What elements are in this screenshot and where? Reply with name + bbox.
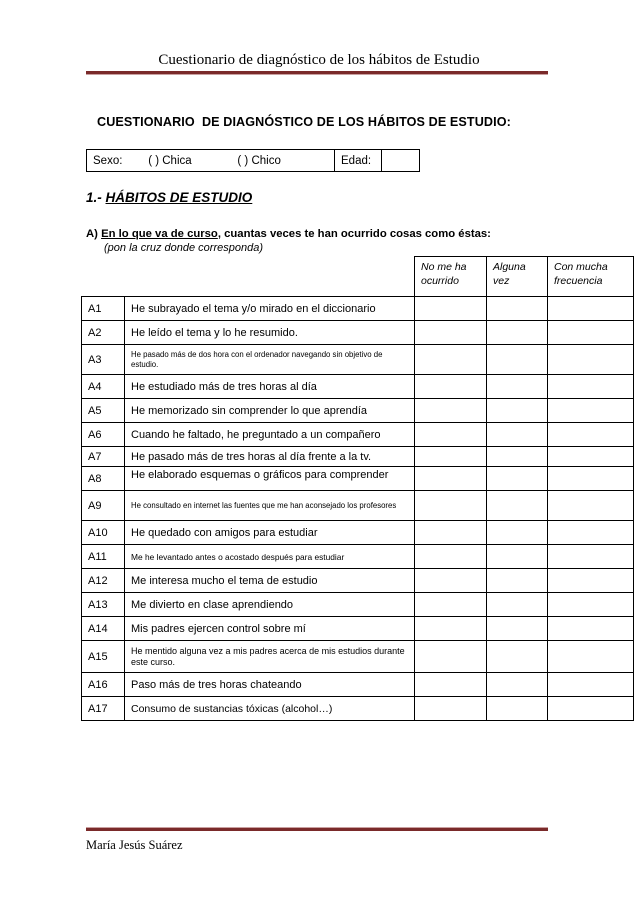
- table-row: [82, 521, 634, 545]
- sex-label: Sexo:: [93, 154, 123, 167]
- row-text: He quedado con amigos para estudiar: [125, 521, 415, 545]
- answer-cell[interactable]: [415, 423, 487, 447]
- questions-table: [81, 256, 634, 721]
- row-code: A3: [82, 345, 125, 375]
- col-header-nunca: No me ha ocurrido: [415, 257, 487, 297]
- answer-cell[interactable]: [548, 569, 634, 593]
- table-row: [82, 399, 634, 423]
- table-row: [82, 375, 634, 399]
- sex-cell: [87, 150, 335, 172]
- answer-cell[interactable]: [487, 641, 548, 673]
- answer-cell[interactable]: [415, 673, 487, 697]
- answer-cell[interactable]: [487, 673, 548, 697]
- row-text: Mis padres ejercen control sobre mí: [125, 617, 415, 641]
- answer-cell[interactable]: [487, 593, 548, 617]
- row-text: Consumo de sustancias tóxicas (alcohol…): [125, 697, 415, 721]
- answer-cell[interactable]: [415, 545, 487, 569]
- answer-cell[interactable]: [487, 297, 548, 321]
- row-code: A7: [82, 447, 125, 467]
- section-title: [86, 190, 252, 205]
- empty-corner: [82, 257, 415, 297]
- answer-cell[interactable]: [415, 467, 487, 491]
- row-code: A11: [82, 545, 125, 569]
- section-name: HÁBITOS DE ESTUDIO: [105, 190, 253, 205]
- answer-cell[interactable]: [487, 447, 548, 467]
- table-row: [82, 447, 634, 467]
- answer-cell[interactable]: [487, 569, 548, 593]
- footer-rule: [86, 827, 548, 831]
- row-text: He estudiado más de tres horas al día: [125, 375, 415, 399]
- col-header-alguna: Alguna vez: [487, 257, 548, 297]
- answer-cell[interactable]: [548, 545, 634, 569]
- instructions-underlined: En lo que va de curso: [101, 228, 218, 240]
- row-text: Me interesa mucho el tema de estudio: [125, 569, 415, 593]
- answer-cell[interactable]: [487, 467, 548, 491]
- answer-cell[interactable]: [487, 399, 548, 423]
- answer-cell[interactable]: [548, 423, 634, 447]
- row-code: A6: [82, 423, 125, 447]
- answer-cell[interactable]: [548, 447, 634, 467]
- table-row: [82, 491, 634, 521]
- row-code: A12: [82, 569, 125, 593]
- answer-cell[interactable]: [548, 375, 634, 399]
- answer-cell[interactable]: [548, 345, 634, 375]
- answer-cell[interactable]: [548, 399, 634, 423]
- row-text: He elaborado esquemas o gráficos para comprender: [125, 467, 415, 491]
- row-code: A10: [82, 521, 125, 545]
- row-text: He subrayado el tema y/o mirado en el diccionario: [125, 297, 415, 321]
- row-code: A8: [82, 467, 125, 491]
- row-text: He memorizado sin comprender lo que aprendía: [125, 399, 415, 423]
- option-chica[interactable]: ( ) Chica: [148, 154, 192, 167]
- answer-cell[interactable]: [487, 423, 548, 447]
- table-row: [82, 673, 634, 697]
- table-row: [82, 467, 634, 491]
- answer-cell[interactable]: [415, 399, 487, 423]
- answer-cell[interactable]: [487, 521, 548, 545]
- table-row: [82, 569, 634, 593]
- section-number: 1.-: [86, 190, 106, 205]
- row-code: A1: [82, 297, 125, 321]
- age-field[interactable]: [382, 150, 420, 172]
- answer-cell[interactable]: [487, 321, 548, 345]
- table-row: [82, 297, 634, 321]
- answer-cell[interactable]: [415, 297, 487, 321]
- instructions: [86, 228, 491, 240]
- answer-cell[interactable]: [548, 467, 634, 491]
- option-chico[interactable]: ( ) Chico: [237, 154, 281, 167]
- row-code: A16: [82, 673, 125, 697]
- instructions-sub: (pon la cruz donde corresponda): [104, 242, 263, 254]
- instructions-prefix: A): [86, 228, 102, 240]
- answer-cell[interactable]: [415, 321, 487, 345]
- answer-cell[interactable]: [415, 569, 487, 593]
- answer-cell[interactable]: [548, 297, 634, 321]
- id-table: [86, 149, 420, 172]
- answer-cell[interactable]: [548, 697, 634, 721]
- row-code: A5: [82, 399, 125, 423]
- table-row: [82, 423, 634, 447]
- answer-cell[interactable]: [548, 641, 634, 673]
- answer-cell[interactable]: [415, 375, 487, 399]
- table-row: [82, 697, 634, 721]
- answer-cell[interactable]: [548, 673, 634, 697]
- answer-cell[interactable]: [487, 617, 548, 641]
- table-row: [82, 617, 634, 641]
- table-row: [82, 641, 634, 673]
- row-code: A9: [82, 491, 125, 521]
- main-title: CUESTIONARIO DE DIAGNÓSTICO DE LOS HÁBITOS DE ESTUDIO:: [97, 115, 511, 129]
- header-rule: [86, 71, 548, 75]
- table-row: [82, 321, 634, 345]
- row-code: A17: [82, 697, 125, 721]
- answer-cell[interactable]: [415, 697, 487, 721]
- row-text: Paso más de tres horas chateando: [125, 673, 415, 697]
- answer-cell[interactable]: [487, 491, 548, 521]
- row-text: He pasado más de tres horas al día frente a la tv.: [125, 447, 415, 467]
- row-text: Cuando he faltado, he preguntado a un compañero: [125, 423, 415, 447]
- row-text: Me he levantado antes o acostado después para estudiar: [125, 545, 415, 569]
- row-code: A4: [82, 375, 125, 399]
- row-text: He consultado en internet las fuentes que me han aconsejado los profesores: [125, 491, 415, 521]
- table-header-row: [82, 257, 634, 297]
- row-text: He leído el tema y lo he resumido.: [125, 321, 415, 345]
- col-header-frecuencia: Con mucha frecuencia: [548, 257, 634, 297]
- answer-cell[interactable]: [548, 521, 634, 545]
- age-label: Edad:: [335, 150, 382, 172]
- row-text: He mentido alguna vez a mis padres acerca de mis estudios durante este curso.: [125, 641, 415, 673]
- answer-cell[interactable]: [548, 593, 634, 617]
- answer-cell[interactable]: [415, 593, 487, 617]
- row-code: A14: [82, 617, 125, 641]
- row-code: A2: [82, 321, 125, 345]
- answer-cell[interactable]: [548, 617, 634, 641]
- row-text: He pasado más de dos hora con el ordenador navegando sin objetivo de estudio.: [125, 345, 415, 375]
- answer-cell[interactable]: [548, 491, 634, 521]
- table-row: [82, 593, 634, 617]
- answer-cell[interactable]: [487, 697, 548, 721]
- table-row: [82, 345, 634, 375]
- answer-cell[interactable]: [415, 491, 487, 521]
- answer-cell[interactable]: [415, 617, 487, 641]
- row-text: Me divierto en clase aprendiendo: [125, 593, 415, 617]
- answer-cell[interactable]: [415, 641, 487, 673]
- table-row: [82, 545, 634, 569]
- answer-cell[interactable]: [415, 521, 487, 545]
- page-header: Cuestionario de diagnóstico de los hábitos de Estudio: [158, 52, 480, 68]
- answer-cell[interactable]: [548, 321, 634, 345]
- row-code: A15: [82, 641, 125, 673]
- answer-cell[interactable]: [487, 545, 548, 569]
- row-code: A13: [82, 593, 125, 617]
- page-footer: María Jesús Suárez: [86, 838, 183, 852]
- answer-cell[interactable]: [415, 447, 487, 467]
- answer-cell[interactable]: [487, 375, 548, 399]
- answer-cell[interactable]: [415, 345, 487, 375]
- instructions-rest: , cuantas veces te han ocurrido cosas como éstas:: [217, 228, 491, 240]
- answer-cell[interactable]: [487, 345, 548, 375]
